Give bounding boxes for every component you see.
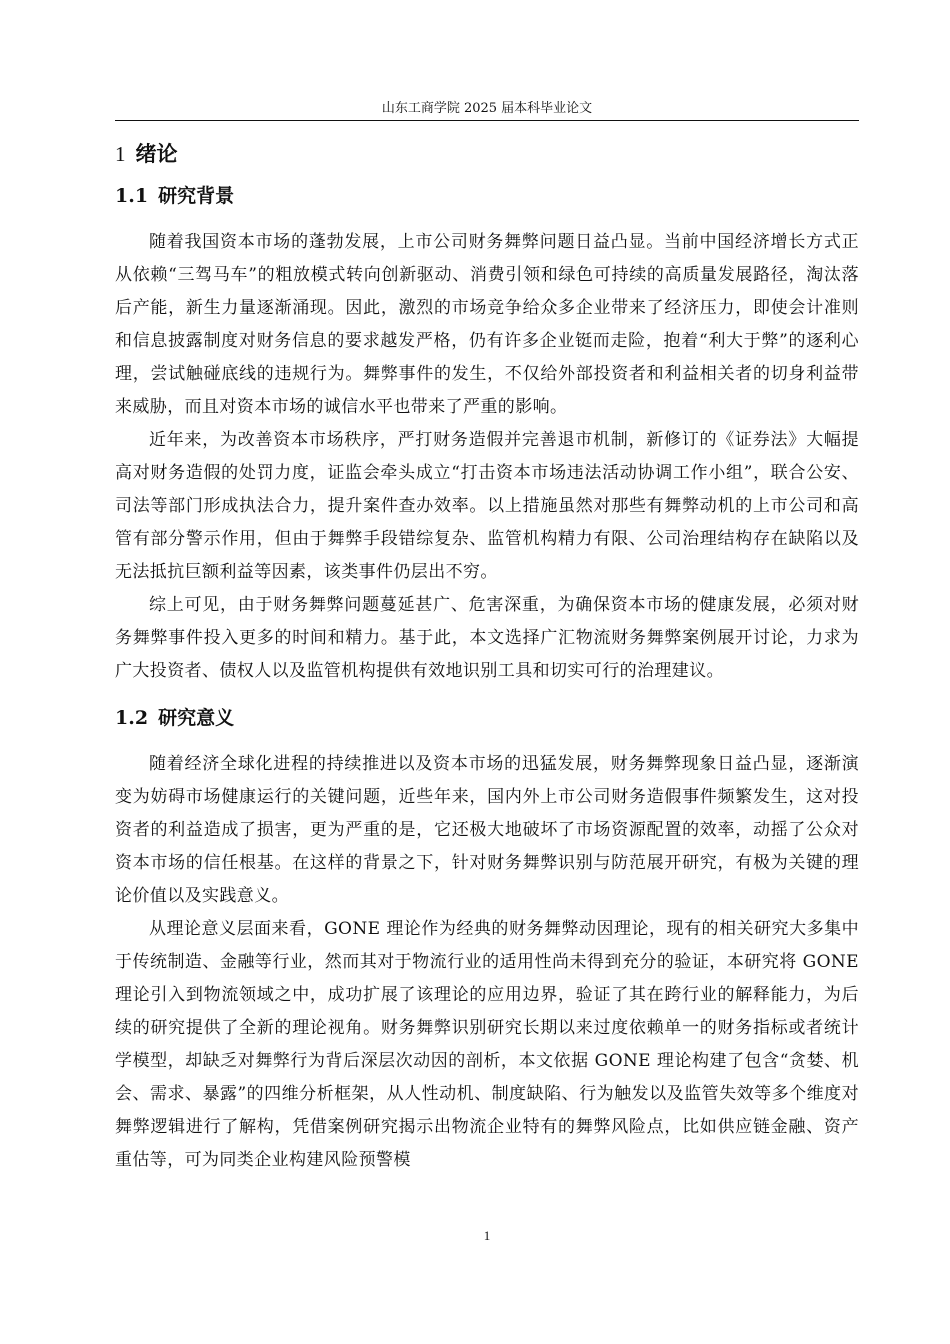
paragraph: 近年来，为改善资本市场秩序，严打财务造假并完善退市机制，新修订的《证券法》大幅提高对财务造假的处罚力度，证监会牵头成立“打击资本市场违法活动协调工作小组”，联合公安、司法等部门形成执法合力，提升案件查办效率。以上措施虽然对那些有舞弊动机的上市公司和高管有部分警示作用，但由于舞弊手段错综复杂、监管机构精力有限、公司治理结构存在缺陷以及无法抵抗巨额利益等因素，该类事件仍层出不穷。 bbox=[115, 430, 859, 582]
section-heading-1-2 bbox=[115, 704, 859, 732]
paragraph: 随着我国资本市场的蓬勃发展，上市公司财务舞弊问题日益凸显。当前中国经济增长方式正从依赖“三驾马车”的粗放模式转向创新驱动、消费引领和绿色可持续的高质量发展路径，淘汰落后产能，新生力量逐渐涌现。因此，激烈的市场竞争给众多企业带来了经济压力，即使会计准则和信息披露制度对财务信息的要求越发严格，仍有许多企业铤而走险，抱着“利大于弊”的逐利心理，尝试触碰底线的违规行为。舞弊事件的发生，不仅给外部投资者和利益相关者的切身利益带来威胁，而且对资本市场的诚信水平也带来了严重的影响。 bbox=[115, 232, 859, 417]
section-number: 1.2 bbox=[115, 707, 149, 729]
paragraph: 随着经济全球化进程的持续推进以及资本市场的迅猛发展，财务舞弊现象日益凸显，逐渐演变为妨碍市场健康运行的关键问题，近些年来，国内外上市公司财务造假事件频繁发生，这对投资者的利益造成了损害，更为严重的是，它还极大地破坏了市场资源配置的效率，动摇了公众对资本市场的信任根基。在这样的背景之下，针对财务舞弊识别与防范展开研究，有极为关键的理论价值以及实践意义。 bbox=[115, 754, 859, 906]
chapter-number: 1 bbox=[115, 142, 126, 166]
section-number: 1.1 bbox=[115, 185, 149, 207]
section-heading-1-1 bbox=[115, 182, 859, 210]
page-content bbox=[115, 140, 859, 1177]
running-header: 山东工商学院 2025 届本科毕业论文 bbox=[381, 101, 593, 116]
paragraph: 综上可见，由于财务舞弊问题蔓延甚广、危害深重，为确保资本市场的健康发展，必须对财务舞弊事件投入更多的时间和精力。基于此，本文选择广汇物流财务舞弊案例展开讨论，力求为广大投资者、债权人以及监管机构提供有效地识别工具和切实可行的治理建议。 bbox=[115, 595, 859, 681]
chapter-heading bbox=[115, 140, 859, 170]
section-title: 研究意义 bbox=[158, 707, 235, 729]
header-rule bbox=[115, 120, 859, 121]
page-number: 1 bbox=[483, 1228, 491, 1243]
chapter-title: 绪论 bbox=[135, 141, 178, 166]
paragraph: 从理论意义层面来看，GONE 理论作为经典的财务舞弊动因理论，现有的相关研究大多集中于传统制造、金融等行业，然而其对于物流行业的适用性尚未得到充分的验证，本研究将 GONE 理论引入到物流领域之中，成功扩展了该理论的应用边界，验证了其在跨行业的解释能力，为后续的研究提供了全新的理论视角。财务舞弊识别研究长期以来过度依赖单一的财务指标或者统计学模型，却缺乏对舞弊行为背后深层次动因的剖析，本文依据 GONE 理论构建了包含“贪婪、机会、需求、暴露”的四维分析框架，从人性动机、制度缺陷、行为触发以及监管失效等多个维度对舞弊逻辑进行了解构，凭借案例研究揭示出物流企业特有的舞弊风险点，比如供应链金融、资产重估等，可为同类企业构建风险预警模 bbox=[115, 919, 859, 1170]
section-title: 研究背景 bbox=[158, 185, 235, 207]
